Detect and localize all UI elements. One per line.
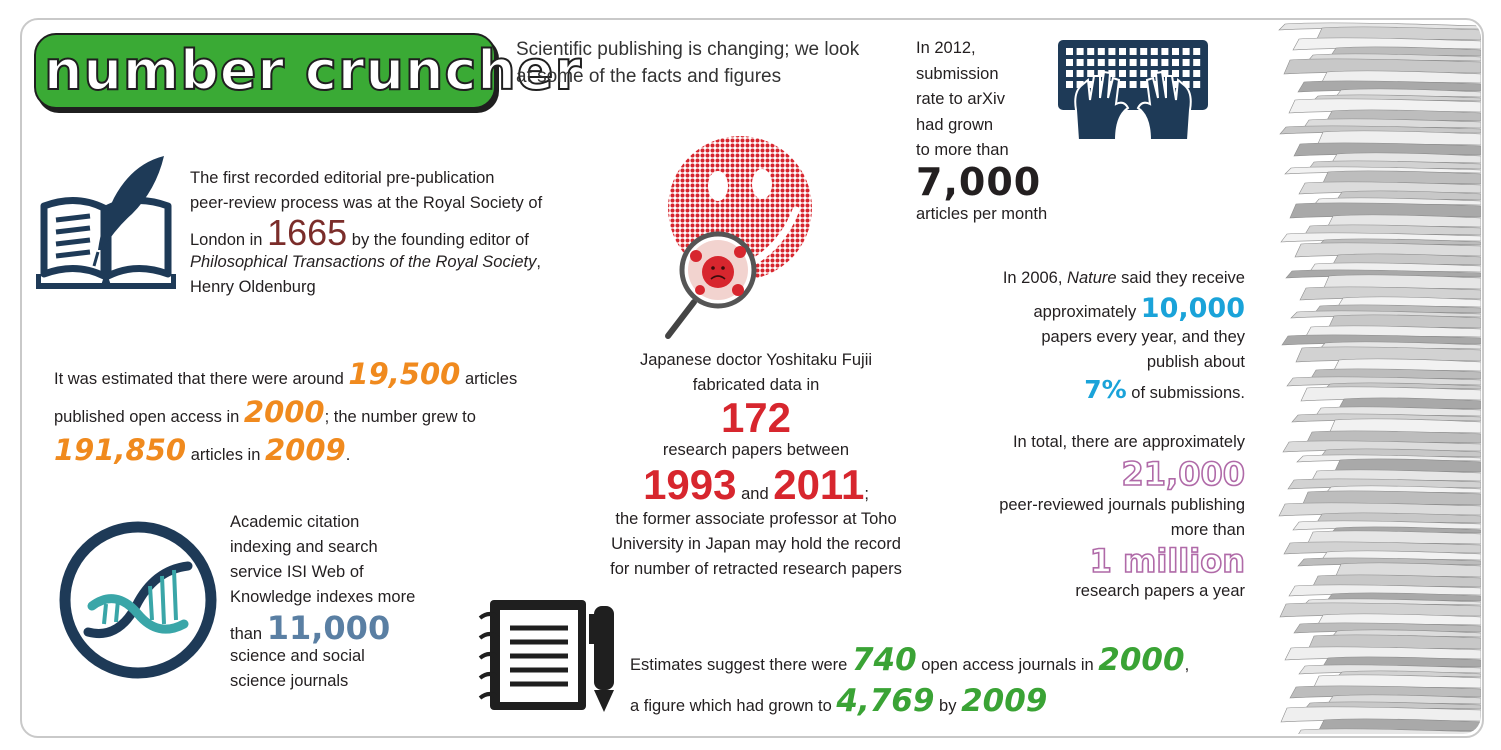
keyboard-key [1172, 48, 1179, 55]
notebook-pen-icon [476, 596, 622, 714]
keyboard-key [1066, 70, 1073, 77]
keyboard-key [1119, 59, 1126, 66]
nature-figure: 10,000 [1140, 293, 1245, 324]
oa-count-2009: 191,850 [54, 433, 187, 467]
journals-line: research papers a year [1075, 582, 1245, 600]
arxiv-line: had grown [916, 115, 994, 134]
journal-title: Philosophical Transactions of the Royal Society [190, 253, 537, 271]
keyboard-key [1066, 48, 1073, 55]
isi-figure: 11,000 [266, 609, 391, 647]
keyboard-key [1193, 70, 1200, 77]
quill-book-icon [36, 154, 176, 290]
keyboard-key [1193, 48, 1200, 55]
arxiv-line: submission [916, 64, 999, 83]
isi-line: Academic citation [230, 513, 360, 531]
oa-text: It was estimated that there were around [54, 370, 344, 388]
oaj-text: a figure which had grown to [630, 697, 832, 715]
isi-line: science and social [230, 647, 365, 665]
keyboard-key [1130, 59, 1137, 66]
fujii-line: fabricated data in [692, 376, 820, 394]
keyboard-key [1077, 59, 1084, 66]
fujii-line: for number of retracted research papers [610, 560, 902, 578]
oa-text: ; the number grew to [324, 408, 476, 426]
dna-icon [58, 520, 218, 680]
fujii-block [586, 348, 926, 582]
nature-block [940, 266, 1245, 408]
isi-text: than [230, 625, 263, 643]
keyboard-key [1087, 59, 1094, 66]
keyboard-key [1183, 48, 1190, 55]
peer-review-text: by the founding editor of [351, 231, 529, 249]
oaj-year-2000: 2000 [1098, 642, 1185, 678]
nature-line: publish about [1146, 353, 1245, 371]
arxiv-line: In 2012, [916, 39, 976, 57]
keyboard-key [1140, 81, 1147, 88]
journals-line: peer-reviewed journals publishing [999, 496, 1245, 514]
peer-review-year: 1665 [267, 212, 348, 253]
punctuation: . [345, 446, 351, 464]
keyboard-key [1077, 70, 1084, 77]
peer-review-line: peer-review process was at the Royal Society of [190, 194, 543, 212]
isi-line: indexing and search [230, 538, 378, 556]
nature-text: In 2006, [1002, 269, 1063, 287]
keyboard-key [1151, 48, 1158, 55]
keyboard-key [1066, 81, 1073, 88]
arxiv-figure: 7,000 [916, 160, 1042, 204]
nature-text: of submissions. [1131, 384, 1245, 402]
oaj-text: by [939, 697, 957, 715]
nature-journal-name: Nature [1067, 269, 1117, 287]
keyboard-key [1108, 48, 1115, 55]
keyboard-key [1140, 48, 1147, 55]
journals-total-block [940, 430, 1245, 604]
journals-figure: 21,000 [1121, 455, 1245, 493]
arxiv-line: to more than [916, 141, 1009, 159]
title-badge-text: number cruncher [44, 39, 583, 102]
peer-review-line: The first recorded editorial pre-publication [190, 169, 495, 187]
nature-line: papers every year, and they [1041, 328, 1245, 346]
keyboard-key [1130, 48, 1137, 55]
oa-journals-block [630, 642, 1230, 724]
peer-review-line: Henry Oldenburg [190, 278, 316, 296]
fujii-line: research papers between [662, 441, 850, 459]
oa-year-2009: 2009 [264, 433, 346, 467]
oa-text: articles in [190, 446, 261, 464]
punctuation: ; [864, 485, 869, 503]
fujii-line: University in Japan may hold the record [611, 535, 901, 553]
keyboard-key [1183, 70, 1190, 77]
keyboard-key [1119, 81, 1126, 88]
isi-line: science journals [230, 672, 349, 690]
punctuation: , [536, 253, 541, 271]
keyboard-key [1087, 48, 1094, 55]
keyboard-key [1066, 59, 1073, 66]
keyboard-key [1098, 48, 1105, 55]
isi-line: Knowledge indexes more [230, 588, 416, 606]
keyboard-key [1119, 48, 1126, 55]
fujii-line: Japanese doctor Yoshitaku Fujii [639, 351, 873, 369]
isi-line: service ISI Web of [230, 563, 364, 581]
keyboard-key [1119, 70, 1126, 77]
oa-count-2000: 19,500 [348, 357, 461, 391]
nature-text: said they receive [1121, 269, 1245, 287]
keyboard-key [1140, 70, 1147, 77]
keyboard-key [1130, 81, 1137, 88]
keyboard-key [1108, 59, 1115, 66]
fujii-text: and [741, 485, 769, 503]
keyboard-key [1172, 70, 1179, 77]
arxiv-caption: articles per month [916, 205, 1048, 223]
fujii-year-end: 2011 [773, 461, 865, 508]
paper-stack-image [1235, 20, 1481, 734]
oaj-count-2000: 740 [851, 642, 917, 678]
oaj-year-2009: 2009 [961, 683, 1048, 719]
keyboard-hands-icon [1058, 40, 1208, 142]
oa-text: articles [464, 370, 518, 388]
punctuation: , [1184, 656, 1190, 674]
papers-figure: 1 million [1089, 542, 1245, 580]
keyboard-key [1172, 59, 1179, 66]
fujii-year-start: 1993 [643, 461, 737, 508]
isi-block [230, 510, 450, 694]
fujii-count: 172 [720, 394, 792, 441]
keyboard-key [1151, 59, 1158, 66]
nature-percent: 7% [1084, 375, 1127, 404]
keyboard-key [1077, 48, 1084, 55]
journals-line: more than [1170, 521, 1245, 539]
peer-review-text: London in [190, 231, 263, 249]
keyboard-key [1193, 81, 1200, 88]
open-access-articles-block [54, 358, 614, 472]
arxiv-block [916, 36, 1056, 164]
keyboard-key [1161, 48, 1168, 55]
arxiv-line: rate to arXiv [916, 90, 1005, 108]
keyboard-key [1130, 70, 1137, 77]
journals-line: In total, there are approximately [1012, 433, 1245, 451]
keyboard-key [1098, 59, 1105, 66]
peer-review-block [190, 166, 590, 300]
keyboard-key [1183, 59, 1190, 66]
keyboard-key [1161, 59, 1168, 66]
oaj-count-2009: 4,769 [836, 683, 935, 719]
keyboard-key [1193, 59, 1200, 66]
oa-year-2000: 2000 [243, 395, 325, 429]
fujii-line: the former associate professor at Toho [615, 510, 897, 528]
oa-text: published open access in [54, 408, 240, 426]
oaj-text: open access journals in [921, 656, 1094, 674]
oaj-text: Estimates suggest there were [630, 656, 848, 674]
nature-text: approximately [1033, 303, 1137, 321]
intro-text: Scientific publishing is changing; we look at some of the facts and figures [516, 39, 860, 87]
sad-smiley-magnifier-icon [630, 118, 830, 344]
keyboard-key [1140, 59, 1147, 66]
